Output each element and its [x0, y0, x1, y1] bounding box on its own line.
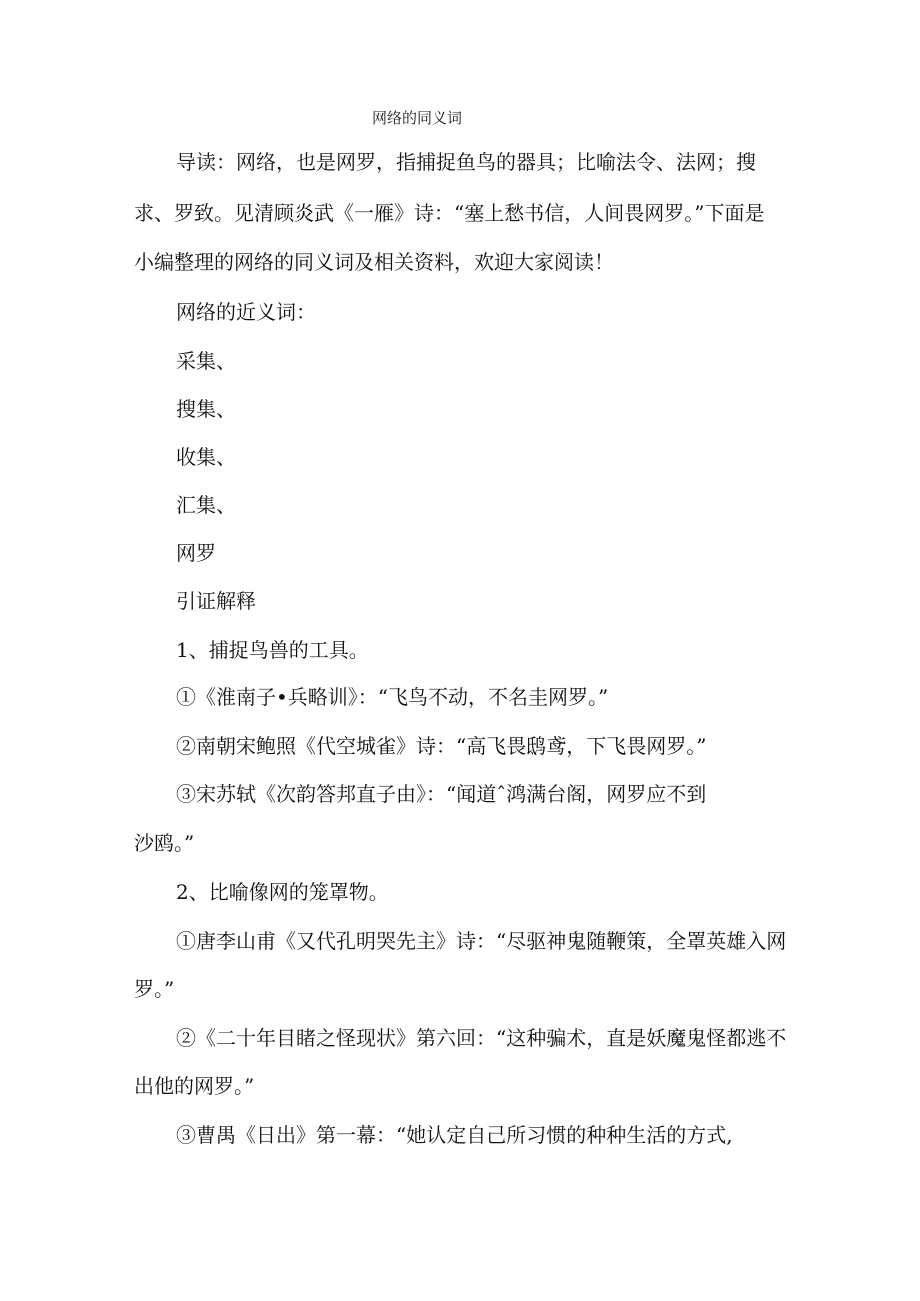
citation-item: ①唐李山甫《又代孔明哭先主》诗：“尽驱神鬼随鞭策，全罩英雄入网: [176, 929, 787, 953]
document-title: 网络的同义词: [371, 109, 462, 127]
intro-line-2: 求、罗致。见清顾炎武《一雁》诗：“塞上愁书信，人间畏网罗。”下面是: [134, 201, 765, 225]
citation-item: ③宋苏轼《次韵答邦直子由》：“闻道ˆ鸿满台阁，网罗应不到: [176, 782, 707, 806]
citation-item: ①《淮南子•兵略训》：“飞鸟不动，不名圭网罗。”: [176, 685, 609, 709]
definition-1-heading: 1、捕捉鸟兽的工具。: [176, 638, 369, 662]
citation-item: ②《二十年目睹之怪现状》第六回：“这种骗术，直是妖魔鬼怪都逃不: [176, 1026, 787, 1050]
citation-heading: 引证解释: [176, 589, 256, 613]
definition-2-heading: 2、比喻像网的笼罩物。: [176, 880, 389, 904]
intro-line-3: 小编整理的网络的同义词及相关资料，欢迎大家阅读！: [134, 250, 614, 274]
synonym-item: 采集、: [176, 349, 236, 373]
synonyms-heading: 网络的近义词：: [176, 300, 316, 324]
citation-item-continued: 出他的网罗。”: [134, 1074, 255, 1098]
citation-item-continued: 沙鸥。”: [134, 831, 195, 855]
citation-item: ③曹禺《日出》第一幕：“她认定自己所习惯的种种生活的方式,: [176, 1123, 733, 1147]
synonym-item: 汇集、: [176, 493, 236, 517]
citation-item-continued: 罗。”: [134, 977, 175, 1001]
synonym-item: 搜集、: [176, 397, 236, 421]
synonym-item: 收集、: [176, 445, 236, 469]
citation-item: ②南朝宋鲍照《代空城雀》诗：“高飞畏鸱鸢，下飞畏网罗。”: [176, 734, 707, 758]
synonym-item: 网罗: [176, 541, 216, 565]
intro-line-1: 导读：网络，也是网罗，指捕捉鱼鸟的器具；比喻法令、法网；搜: [176, 150, 756, 174]
